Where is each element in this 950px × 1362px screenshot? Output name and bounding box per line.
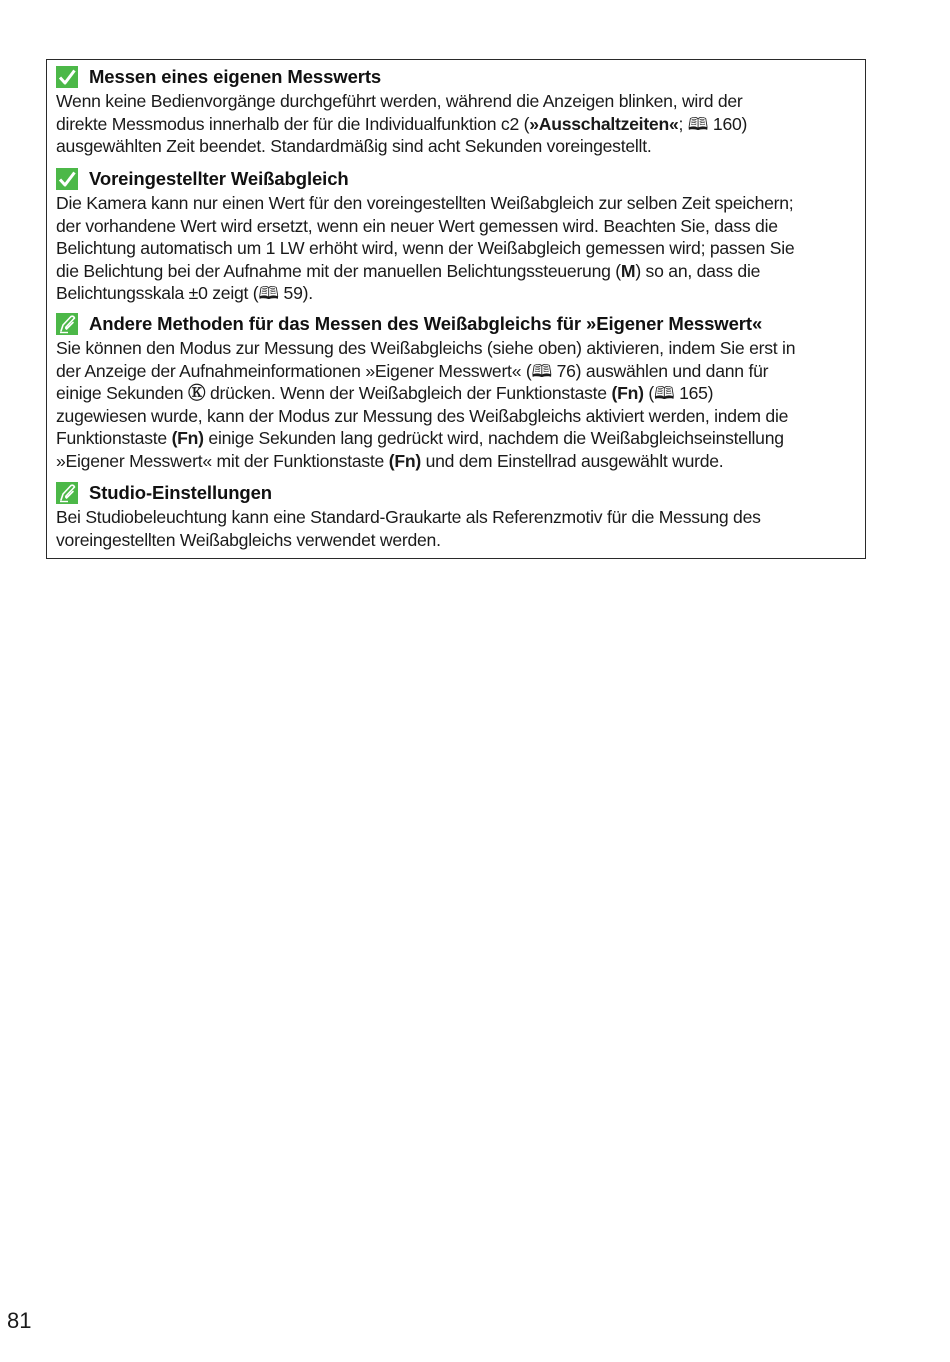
text-run: zugewiesen wurde, kann der Modus zur Messung des Weißabgleichs aktiviert werden, indem die [56,405,789,426]
text-run: Bei Studiobeleuchtung kann eine Standard-Graukarte als Referenzmotiv für die Messung des [56,507,761,527]
text-line [56,529,857,552]
section-studio-einstellungen [56,480,857,551]
text-line [56,427,857,450]
pencil-note-icon [56,482,78,504]
text-run: Die Kamera kann nur einen Wert für den voreingestellten Weißabgleich zur selben Zeit speichern; [56,193,794,213]
section-title: Andere Methoden für das Messen des Weißabgleichs für »Eigener Messwert« [89,313,763,334]
bold-text: M [620,260,636,281]
text-run: ; 🕮 160) [678,113,748,134]
text-run: drücken. Wenn der Weißabgleich der Funktionstaste [205,383,612,403]
text-line [56,450,857,473]
section-header [56,480,857,506]
text-line [56,237,857,260]
section-title: Studio-Einstellungen [89,482,272,503]
text-run: direkte Messmodus innerhalb der für die Individualfunktion c2 ( [56,113,530,134]
bold-text: Ⓚ [187,383,206,403]
text-run: und dem Einstellrad ausgewählt wurde. [420,450,724,471]
section-andere-methoden [56,311,857,472]
text-run: die Belichtung bei der Aufnahme mit der manuellen Belichtungssteuerung ( [56,260,621,281]
bold-text: (Fn) [388,450,421,471]
text-line [56,506,857,529]
section-body [56,506,857,551]
text-line [56,360,857,383]
checkmark-icon [56,66,78,88]
bold-text: »Ausschaltzeiten« [529,113,679,134]
checkmark-icon [56,168,78,190]
section-voreingestellter-weissabgleich [56,166,857,305]
text-run: einige Sekunden [56,383,188,403]
section-header [56,64,857,90]
text-line [56,135,857,158]
bold-text: (Fn) [171,428,204,448]
text-run: voreingestellten Weißabgleichs verwendet werden. [56,529,441,550]
section-messen-eigenen-messwerts [56,64,857,158]
text-line [56,337,857,360]
text-line [56,405,857,428]
text-run: Belichtungsskala ±0 zeigt (🕮 59). [56,283,313,303]
text-run: (🕮 165) [643,383,714,403]
bold-text: (Fn) [611,383,644,403]
text-run: Sie können den Modus zur Messung des Weißabgleichs (siehe oben) aktivieren, indem Sie erst in [56,338,796,358]
text-run: einige Sekunden lang gedrückt wird, nachdem die Weißabgleichseinstellung [203,428,784,448]
section-title: Voreingestellter Weißabgleich [89,168,349,189]
page-number: 81 [7,1308,32,1333]
text-line [56,260,857,283]
section-header [56,166,857,192]
text-line [56,382,857,405]
section-header [56,311,857,337]
text-run: »Eigener Messwert« mit der Funktionstaste [56,450,389,471]
pencil-note-icon [56,313,78,335]
section-title: Messen eines eigenen Messwerts [89,66,382,87]
section-body [56,192,857,305]
text-line [56,192,857,215]
section-body [56,90,857,158]
text-line [56,282,857,305]
text-run: der vorhandene Wert wird ersetzt, wenn ein neuer Wert gemessen wird. Beachten Sie, dass die [56,215,778,236]
text-run: Wenn keine Bedienvorgänge durchgeführt werden, während die Anzeigen blinken, wird der [56,91,743,111]
text-line [56,215,857,238]
section-body [56,337,857,472]
text-run: Belichtung automatisch um 1 LW erhöht wird, wenn der Weißabgleich gemessen wird; passen Sie [56,238,795,258]
text-run: ausgewählten Zeit beendet. Standardmäßig sind acht Sekunden voreingestellt. [56,136,652,156]
notes-box [46,59,866,559]
text-line [56,113,857,136]
text-run: ) so an, dass die [635,260,761,281]
text-run: der Anzeige der Aufnahmeinformationen »Eigener Messwert« (🕮 76) auswählen und dann für [56,360,769,381]
text-run: Funktionstaste [56,428,172,448]
text-line [56,90,857,113]
